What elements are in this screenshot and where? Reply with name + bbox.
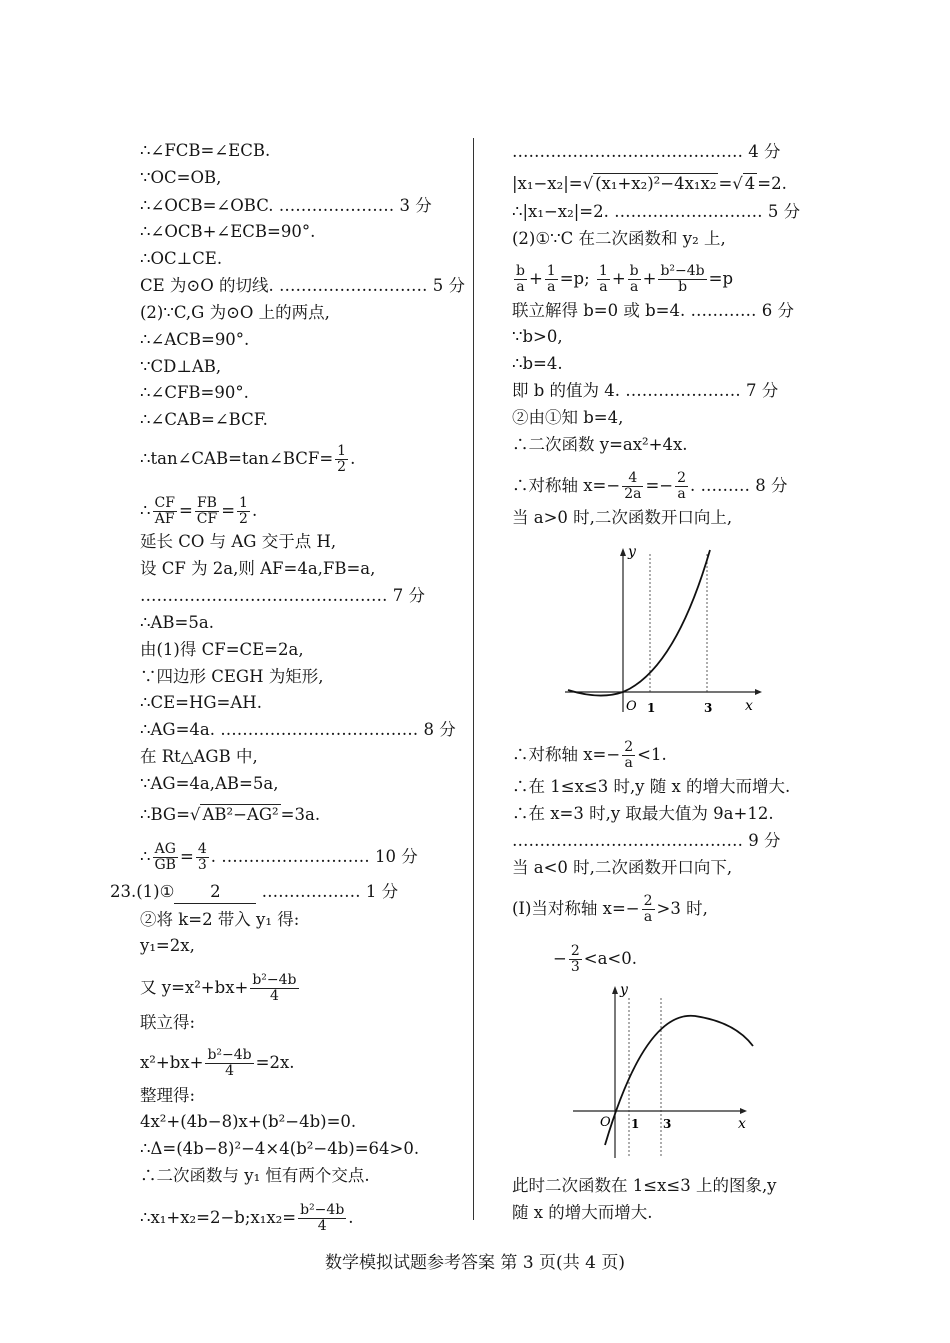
page-footer: 数学模拟试题参考答案 第 3 页(共 4 页) — [325, 1253, 625, 1273]
text-line — [512, 263, 734, 295]
fraction — [195, 496, 219, 527]
text-line — [140, 841, 418, 873]
text-line: ……………………………………… 7 分 — [140, 586, 425, 605]
text-line — [140, 1202, 354, 1234]
y-axis-label: y — [628, 544, 636, 560]
text-line: ∴CE=HG=AH. — [140, 693, 262, 712]
parabola-curve — [605, 1016, 753, 1145]
tick-label-1: 1 — [631, 1117, 640, 1131]
text-line: ∴∠FCB=∠ECB. — [140, 141, 271, 160]
numerator: b — [516, 263, 525, 279]
text-segment: =3a. — [280, 805, 321, 824]
denominator: 4 — [225, 1063, 234, 1079]
text-segment: <1. — [637, 745, 667, 764]
denominator: 2 — [239, 511, 248, 527]
fraction — [569, 944, 582, 975]
origin-label: O — [626, 699, 637, 714]
text-line: ∵OC=OB, — [140, 168, 222, 187]
text-line: …………………………………… 4 分 — [512, 142, 781, 161]
text-segment: ∴BG=√ — [140, 805, 201, 824]
text-line: ∴二次函数 y=ax²+4x. — [512, 435, 688, 454]
text-segment: =− — [645, 476, 674, 495]
denominator: a — [643, 909, 653, 925]
text-segment: = — [179, 847, 194, 866]
text-line: ∴在 1≤x≤3 时,y 随 x 的增大而增大. — [512, 777, 791, 796]
denominator: 2a — [624, 486, 642, 502]
denominator: a — [677, 486, 686, 502]
numerator: AG — [153, 842, 178, 858]
text-segment: <a<0. — [583, 949, 637, 968]
text-line: ∴∠ACB=90°. — [140, 330, 250, 349]
text-line: ∴Δ=(4b−8)²−4×4(b²−4b)=64>0. — [140, 1139, 420, 1158]
text-segment: + — [611, 269, 626, 288]
text-line — [110, 881, 398, 903]
text-line: ∴AG=4a. ……………………………… 8 分 — [140, 720, 456, 739]
radicand: 4 — [744, 174, 756, 193]
text-line: 即 b 的值为 4. ………………… 7 分 — [512, 381, 779, 400]
text-segment: =2. — [757, 174, 787, 193]
text-line: …………………………………… 9 分 — [512, 831, 781, 850]
text-line — [140, 804, 320, 826]
text-segment: (Ⅰ)当对称轴 x=− — [512, 899, 640, 918]
text-segment: =2x. — [255, 1053, 295, 1072]
fraction — [675, 471, 688, 502]
graph-downward-parabola — [565, 980, 765, 1165]
fraction — [597, 264, 610, 295]
text-segment: =√ — [718, 174, 743, 193]
denominator: 4 — [317, 1218, 327, 1234]
text-line: ∴∠CFB=90°. — [140, 383, 249, 402]
numerator: FB — [195, 496, 219, 512]
text-line: ∴b=4. — [512, 354, 563, 373]
x-axis-arrow — [755, 689, 762, 695]
numerator: b²−4b — [207, 1047, 252, 1063]
column-divider — [473, 138, 474, 1220]
tick-label-3: 3 — [663, 1117, 672, 1131]
text-line — [140, 443, 356, 475]
text-line — [512, 893, 708, 925]
text-line — [512, 470, 788, 502]
numerator: b²−4b — [252, 972, 297, 988]
text-segment: = — [221, 501, 236, 520]
text-line: ②由①知 b=4, — [512, 408, 624, 427]
denominator: AF — [154, 511, 175, 527]
x-axis-label: x — [745, 698, 753, 714]
text-line: ∴∠CAB=∠BCF. — [140, 410, 268, 429]
text-segment: ∴x₁+x₂=2−b;x₁x₂= — [140, 1208, 297, 1227]
numerator: 4 — [622, 471, 643, 487]
text-segment: . — [251, 501, 258, 520]
text-line: 当 a>0 时,二次函数开口向上, — [512, 508, 733, 527]
tick-label-3: 3 — [704, 701, 713, 715]
text-segment: >3 时, — [656, 899, 708, 918]
denominator: a — [516, 279, 525, 295]
graph-upward-parabola — [560, 540, 770, 720]
x-axis-arrow — [740, 1108, 747, 1114]
text-line: ∴∠OCB=∠OBC. ………………… 3 分 — [140, 196, 432, 215]
text-segment: ∴对称轴 x=− — [512, 476, 621, 495]
text-line: ∵b>0, — [512, 327, 563, 346]
numerator: b²−4b — [660, 263, 705, 279]
text-line — [512, 739, 667, 771]
text-line: 整理得: — [140, 1086, 196, 1105]
numerator: 1 — [337, 443, 347, 459]
text-segment: . ……………………… 10 分 — [210, 847, 418, 866]
text-line — [140, 495, 258, 527]
text-segment: + — [642, 269, 657, 288]
text-segment: + — [528, 269, 543, 288]
numerator: 2 — [677, 470, 687, 486]
denominator: a — [624, 755, 633, 771]
fraction — [658, 264, 706, 295]
text-segment: =p; — [559, 269, 590, 288]
numerator: 4 — [197, 841, 207, 857]
text-line — [553, 943, 637, 975]
text-segment: ∴ — [140, 847, 151, 866]
text-line: 在 Rt△AGB 中, — [140, 747, 258, 766]
text-segment: |x₁−x₂|=√ — [512, 174, 594, 193]
numerator: 1 — [598, 263, 608, 279]
answer-blank: 2 — [174, 881, 256, 904]
y-axis-arrow — [620, 548, 626, 556]
denominator: a — [629, 279, 639, 295]
denominator: 2 — [337, 459, 347, 475]
y-axis-label: y — [620, 982, 628, 998]
numerator: 1 — [546, 263, 556, 279]
fraction — [250, 973, 298, 1004]
text-line: 联立解得 b=0 或 b=4. ………… 6 分 — [512, 301, 794, 320]
text-line: 设 CF 为 2a,则 AF=4a,FB=a, — [140, 559, 376, 578]
text-segment: ∴ — [140, 501, 151, 520]
fraction — [545, 264, 558, 295]
numerator: 1 — [239, 495, 248, 511]
text-line: ∵四边形 CEGH 为矩形, — [140, 667, 324, 686]
y-axis-arrow — [612, 986, 618, 994]
denominator: 3 — [197, 857, 207, 873]
text-line: ②将 k=2 带入 y₁ 得: — [140, 910, 300, 929]
text-segment: ∴tan∠CAB=tan∠BCF= — [140, 449, 334, 468]
numerator: b²−4b — [300, 1202, 345, 1218]
text-line: (2)∵C,G 为⊙O 上的两点, — [140, 303, 330, 322]
text-line: ∴AB=5a. — [140, 613, 214, 632]
text-line — [512, 173, 787, 195]
fraction — [153, 842, 178, 873]
numerator: CF — [154, 495, 175, 511]
x-axis-label: x — [738, 1116, 746, 1132]
fraction — [237, 496, 250, 527]
radicand: (x₁+x₂)²−4x₁x₂ — [595, 174, 717, 193]
fraction — [205, 1048, 253, 1079]
parabola-curve — [568, 550, 710, 696]
radicand: AB²−AG² — [202, 805, 279, 824]
numerator: b — [629, 263, 639, 279]
denominator: 3 — [570, 959, 580, 975]
text-segment: = — [178, 501, 193, 520]
text-line: 由(1)得 CF=CE=2a, — [140, 640, 304, 659]
numerator: 2 — [570, 943, 580, 959]
denominator: b — [678, 279, 688, 295]
text-segment: =p — [708, 269, 734, 288]
text-segment: 又 y=x²+bx+ — [140, 978, 249, 997]
fraction — [628, 264, 641, 295]
text-segment: ∴对称轴 x=− — [512, 745, 621, 764]
text-segment: ……………… 1 分 — [261, 882, 399, 901]
text-line: ∴∠OCB+∠ECB=90°. — [140, 222, 316, 241]
text-line: ∵CD⊥AB, — [140, 357, 222, 376]
denominator: a — [599, 279, 608, 295]
fraction — [514, 264, 527, 295]
text-line: CE 为⊙O 的切线. ……………………… 5 分 — [140, 276, 465, 295]
fraction — [298, 1203, 346, 1234]
text-segment: x²+bx+ — [140, 1053, 204, 1072]
fraction — [642, 894, 655, 925]
text-line: 此时二次函数在 1≤x≤3 上的图象,y — [512, 1176, 777, 1195]
text-line: 延长 CO 与 AG 交于点 H, — [140, 532, 337, 551]
numerator: 2 — [643, 893, 653, 909]
text-line: ∴在 x=3 时,y 取最大值为 9a+12. — [512, 804, 774, 823]
fraction — [622, 740, 635, 771]
fraction — [196, 842, 209, 873]
text-line: 联立得: — [140, 1013, 196, 1032]
text-line: y₁=2x, — [140, 936, 195, 955]
text-line: ∴OC⊥CE. — [140, 249, 223, 268]
text-line — [140, 1047, 295, 1079]
text-line: ∴|x₁−x₂|=2. ……………………… 5 分 — [512, 202, 801, 221]
tick-label-1: 1 — [647, 701, 656, 715]
text-line: ∵AG=4a,AB=5a, — [140, 774, 279, 793]
denominator: GB — [154, 857, 176, 873]
origin-label: O — [600, 1115, 611, 1130]
text-line: ∴二次函数与 y₁ 恒有两个交点. — [140, 1166, 370, 1185]
fraction — [335, 444, 348, 475]
text-line: 随 x 的增大而增大. — [512, 1203, 653, 1222]
text-line: (2)①∵C 在二次函数和 y₂ 上, — [512, 229, 726, 248]
text-segment: 23.(1)① — [110, 882, 175, 901]
text-segment: − — [553, 949, 567, 968]
text-segment: . — [348, 1208, 354, 1227]
text-line — [140, 972, 301, 1004]
text-segment: . ……… 8 分 — [690, 476, 788, 495]
text-line: 当 a<0 时,二次函数开口向下, — [512, 858, 733, 877]
denominator: a — [547, 279, 556, 295]
denominator: CF — [196, 511, 218, 527]
text-segment: . — [350, 449, 356, 468]
text-line: 4x²+(4b−8)x+(b²−4b)=0. — [140, 1112, 357, 1131]
denominator: 4 — [269, 988, 279, 1004]
numerator: 2 — [624, 739, 634, 755]
fraction — [622, 471, 643, 502]
fraction — [153, 496, 177, 527]
